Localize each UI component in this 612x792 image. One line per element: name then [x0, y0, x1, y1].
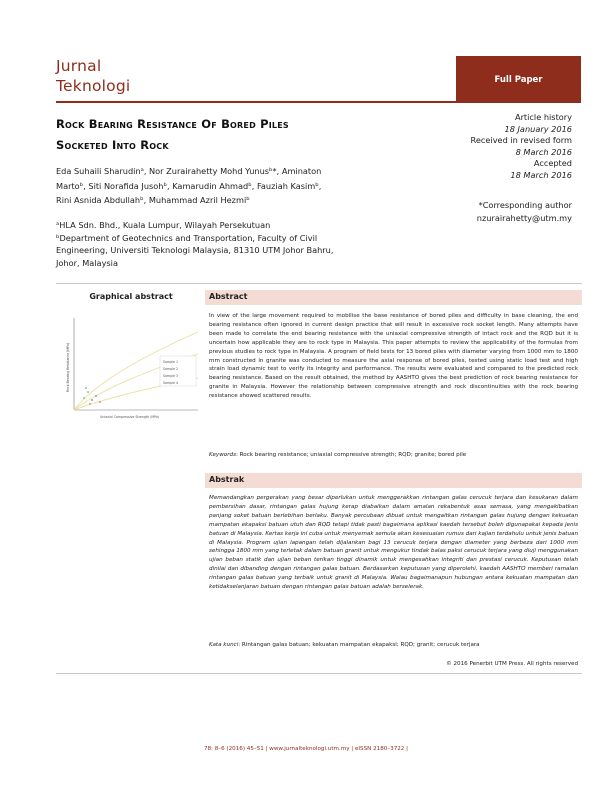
plot-point [91, 399, 93, 401]
keywords [209, 451, 578, 460]
plot-legend-entry: Sample 3 [163, 374, 178, 378]
journal-title [56, 56, 130, 96]
kata-kunci-label: Kata kunci [209, 642, 239, 648]
plot-point [85, 387, 87, 389]
plot-y-label: Rock Bearing Resistance (MPa) [66, 342, 70, 392]
plot-point [89, 403, 91, 405]
corresponding-email[interactable]: nzurairahetty@utm.my [476, 213, 572, 223]
copyright-notice: © 2016 Penerbit UTM Press. All rights reserved [446, 661, 578, 667]
journal-divider [56, 101, 456, 103]
corresponding-author [382, 199, 572, 225]
graphical-abstract-label: Graphical abstract [89, 292, 173, 301]
revised-date: 8 March 2016 [515, 146, 572, 157]
plot-legend-entry: Sample 1 [163, 360, 178, 364]
paper-title-line1: Rock Bearing Resistance Of Bored Piles [56, 117, 289, 131]
abstrak-heading: Abstrak [205, 473, 582, 488]
article-history [382, 112, 572, 181]
affiliation-b: Engineering, Universiti Teknologi Malaysia, 81310 UTM Johor Bahru, [56, 245, 334, 255]
abstract-body: In view of the large movement required to mobilise the base resistance of bored piles and difficulty in base cleaning, the end bearing resistance often ignored in current design practice that will result in excessive rock socket length. Many attempts have been made to correlate the end bearing resistance with the uniaxial compressive strength of intact rock and the RQD but it is uncertain how applicable they are to rock type in Malaysia. This paper attempts to review the applicability of the formulas from previous studies to rock type in Malaysia. A program of field tests for 13 bored piles with diameter varying from 1000 mm to 1800 mm constructed in granite was conducted to measure the axial response of bored piles, tested using static load test and high strain load dynamic test to verify its integrity and performance. The results were evaluated and compared to the predicted rock bearing resistance. Based on the result obtained, the method by AASHTO gives the best prediction of rock bearing resistance for granite in Malaysia. However the relationship between compressive strength and rock discontinuities with the rock bearing resistance showed scattered results. [209, 313, 578, 400]
author-line: Rini Asnida Abdullahᵇ, Muhammad Azril Hezmiᵇ [56, 195, 250, 205]
kata-kunci-list: : Rintangan galas batuan; kekuatan mampatan ekapaksi; RQD; granit; cerucuk terjara [238, 642, 480, 648]
section-rule [56, 283, 582, 284]
corresponding-label: *Corresponding author [478, 200, 572, 210]
plot-point [99, 401, 101, 403]
paper-title [56, 114, 289, 156]
received-date: 18 January 2016 [504, 123, 572, 134]
graphical-abstract-plot [62, 312, 202, 422]
revised-label: Received in revised form [470, 135, 572, 145]
accepted-date: 18 March 2016 [510, 169, 572, 180]
author-line: Martoᵇ, Siti Norafida Jusohᵇ, Kamarudin Ahmadᵇ, Fauziah Kasimᵇ, [56, 180, 322, 191]
section-rule [56, 673, 582, 674]
abstrak-body: Memandangkan pergerakan yang besar diperlukan untuk menggerakkan rintangan galas cerucuk terjara dan kesukaran dalam pembersihan dasar, rintangan galas hujung kerap diabaikan dalam amalan rekabentuk asas semasa, yang mengakibatkan panjang soket batuan berlebihan berlaku. Banyak percubaan dibuat untuk mengaitkan rintangan galas hujung dengan kekuatan mampatan ekapaksi batuan utuh dan RQD tetapi tidak pasti bagaimana aplikasi kaedah tersebut boleh digunapakai kepada jenis batuan di Malaysia. Kertas kerja ini cuba untuk menyemak semula akan kesesuaian rumus dari kajian terdahulu untuk jenis batuan di Malaysia. Program ujian lapangan telah dijalankan bagi 13 cerucuk terjara dengan diameter yang berbeza dari 1000 mm sehingga 1800 mm yang terletak dalam batuan granit untuk mengukur tindak balas paksi cerucuk terjara yang diuji menggunakan ujian beban statik dan ujian beban terikan tinggi dinamik untuk mengesahkan integriti dan prestasi cerucuk. Keputusan telah dinilai dan dibanding dengan rintangan galas batuan. Berdasarkan keputusan yang diperolehi, kaedah AASHTO memberi ramalan rintangan galas batuan yang terbaik untuk granit di Malaysia. Walau bagaimanapun hubungan antara kekuatan mampatan dan ketidakselanjaran batuan dengan rintangan galas batuan adalah berselerak. [209, 495, 578, 591]
author-list [56, 164, 386, 208]
accepted-label: Accepted [533, 158, 572, 168]
affiliations [56, 219, 396, 269]
journal-title-line1: Jurnal [56, 57, 102, 75]
plot-legend-entry: Sample 2 [163, 367, 178, 371]
kata-kunci [209, 641, 578, 650]
affiliation-b: ᵇDepartment of Geotechnics and Transportation, Faculty of Civil [56, 232, 318, 243]
plot-point [83, 397, 85, 399]
plot-x-label: Uniaxial Compressive Strength (MPa) [100, 415, 160, 419]
keywords-list: : Rock bearing resistance; uniaxial compressive strength; RQD; granite; bored pile [235, 452, 467, 458]
page-footer: 78: 8–6 (2016) 45–51 | www.jurnalteknologi.utm.my | eISSN 2180–3722 | [203, 746, 409, 752]
abstract-heading: Abstract [205, 290, 582, 305]
paper-title-line2: Socketed Into Rock [56, 138, 169, 152]
plot-point [95, 395, 97, 397]
plot-point [87, 391, 89, 393]
history-label: Article history [514, 112, 572, 122]
author-line: Eda Suhaili Sharudinᵃ, Nor Zurairahetty Mohd Yunusᵇ*, Aminaton [56, 166, 322, 176]
full-paper-badge: Full Paper [456, 56, 581, 103]
affiliation-b: Johor, Malaysia [56, 257, 118, 268]
affiliation-a: ᵃHLA Sdn. Bhd., Kuala Lumpur, Wilayah Persekutuan [56, 220, 271, 230]
journal-title-line2: Teknologi [56, 77, 131, 95]
keywords-label: Keywords [209, 452, 236, 458]
plot-legend-entry: Sample 4 [163, 381, 178, 385]
